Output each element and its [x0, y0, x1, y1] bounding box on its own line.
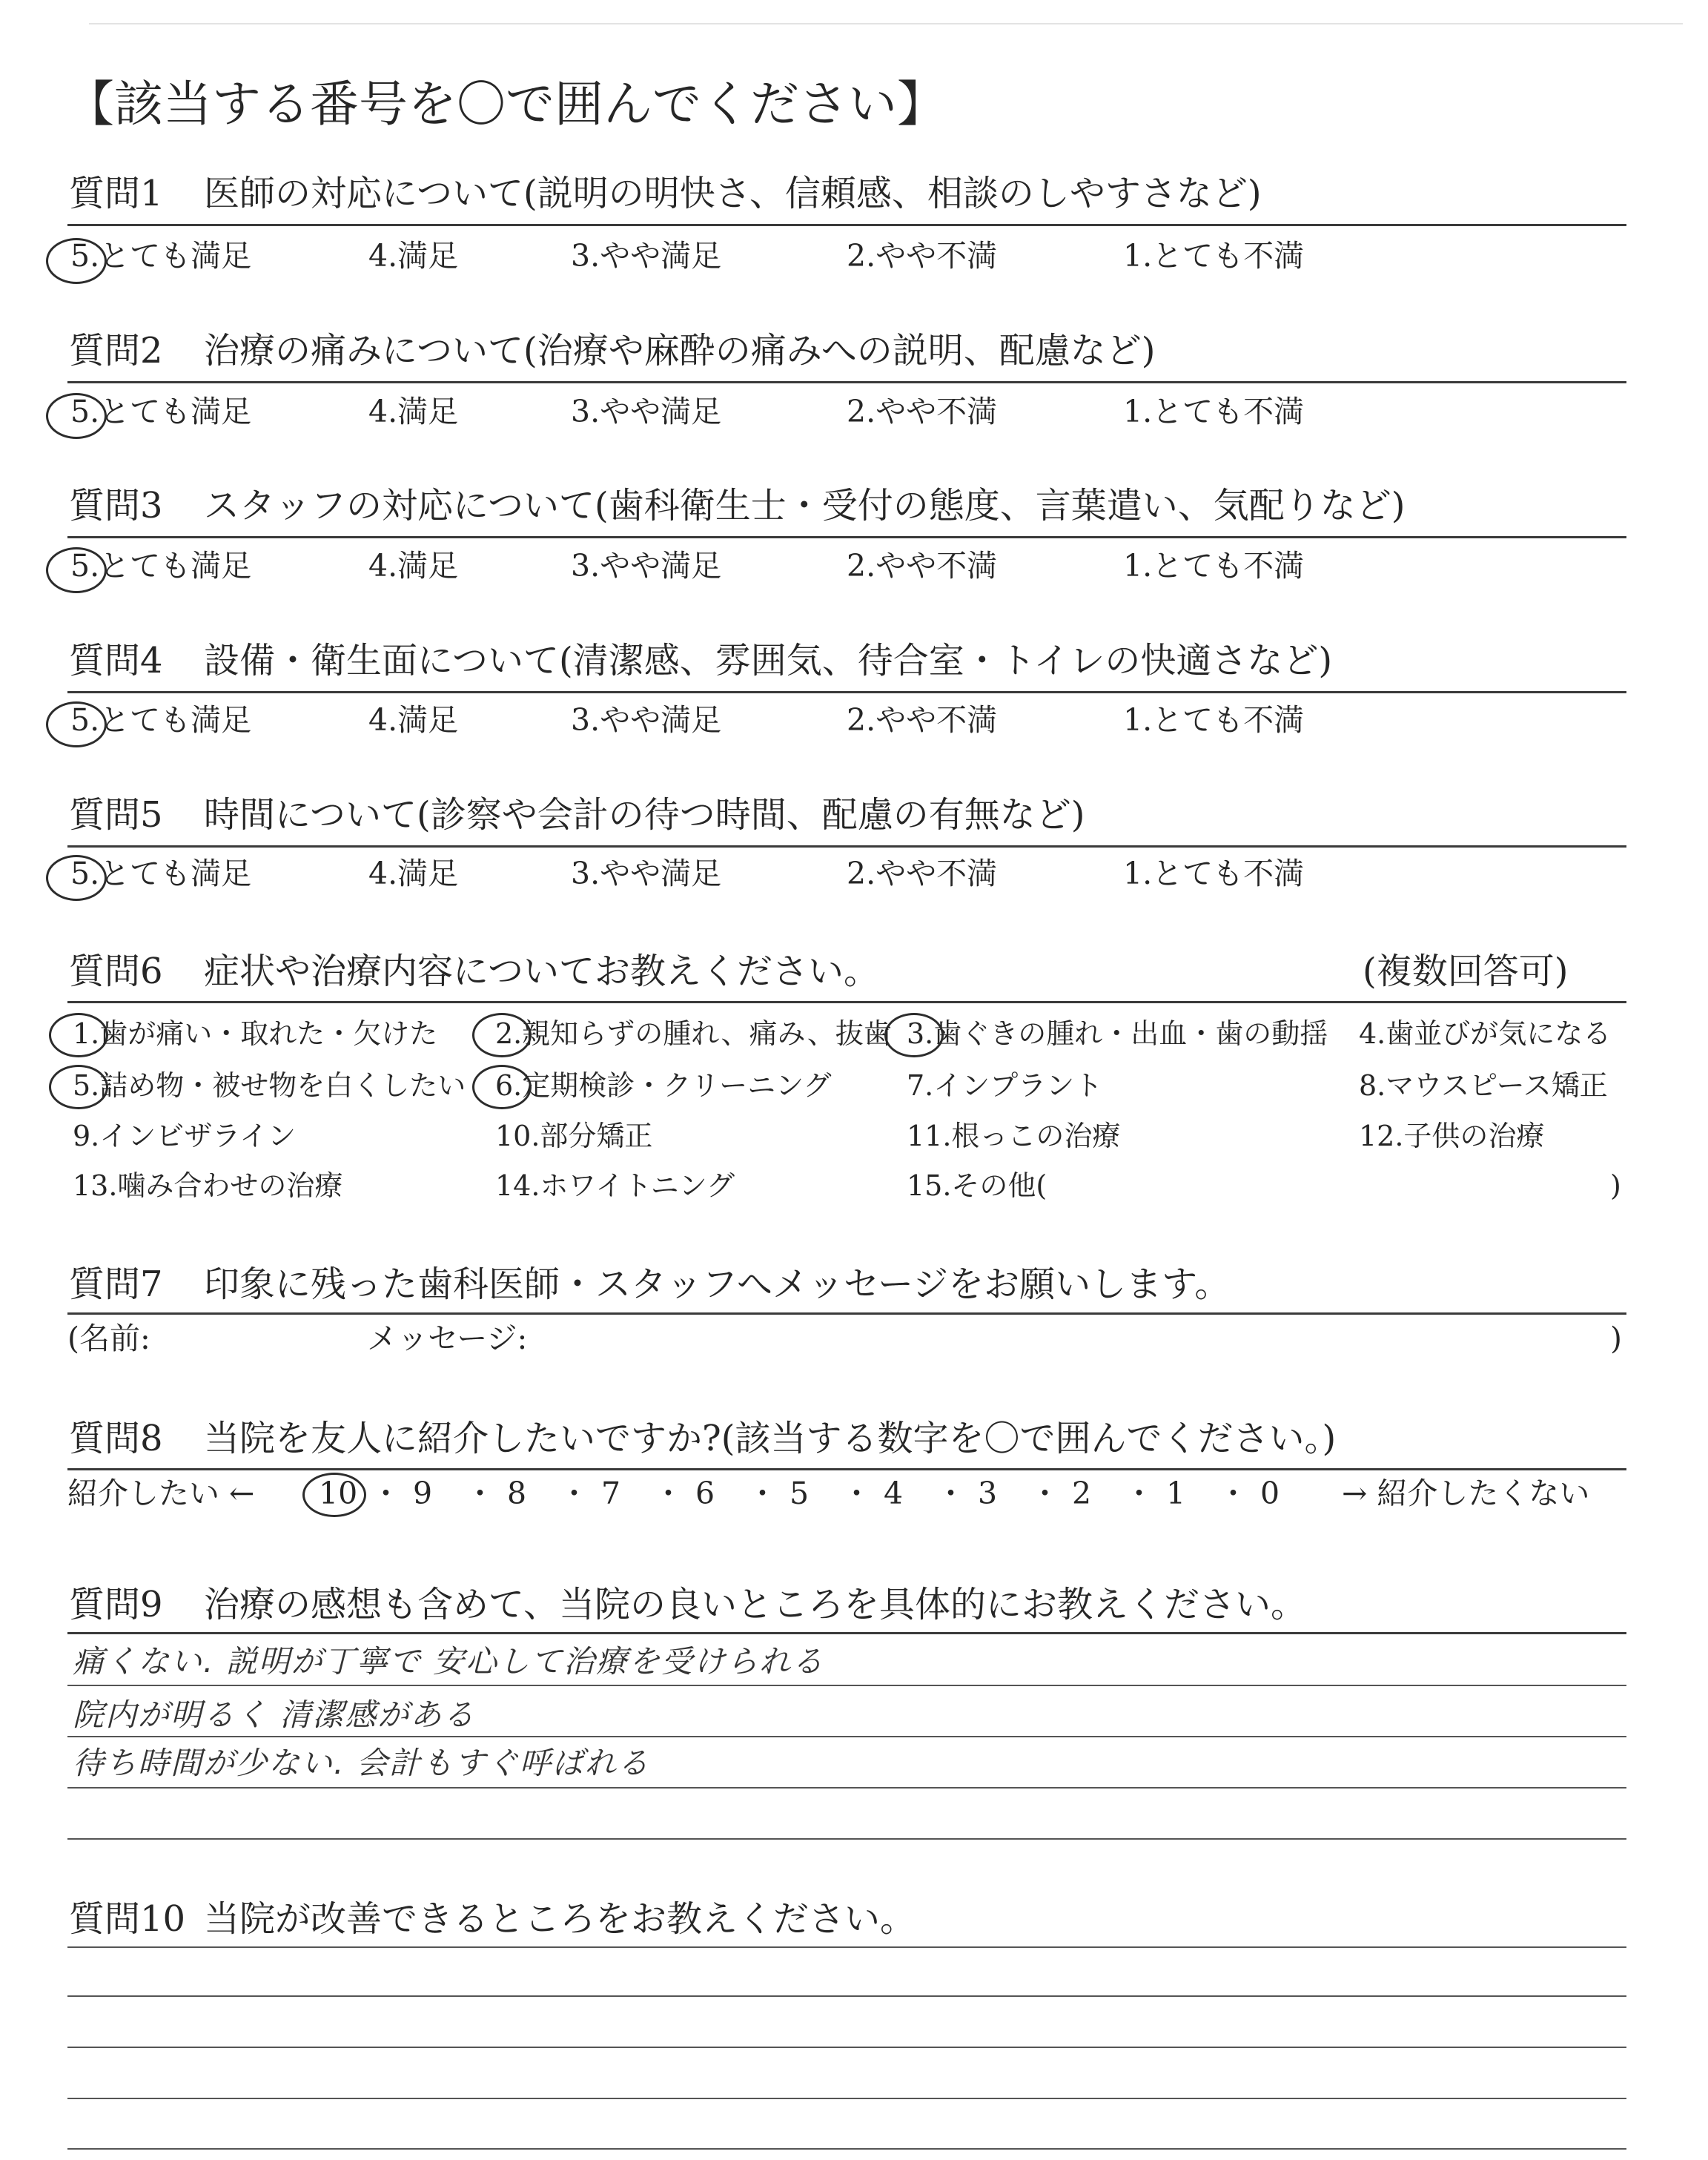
q1-option-5[interactable]: 5.とても満足 [70, 238, 252, 274]
q6-option-7[interactable]: 7.インプラント [907, 1069, 1103, 1102]
question-6-text: 症状や治療内容についてお教えください。 [204, 951, 880, 992]
question-1-rule [67, 224, 1626, 226]
q6-option-15[interactable]: 15.その他( [907, 1169, 1047, 1202]
q4-option-3[interactable]: 3.やや満足 [571, 702, 722, 738]
q6-option-6[interactable]: 6.定期検診・クリーニング [495, 1069, 832, 1102]
q8-separator: ・ [1218, 1476, 1248, 1511]
q8-scale-8[interactable]: 8 [507, 1476, 527, 1511]
q3-option-3[interactable]: 3.やや満足 [571, 548, 722, 584]
question-2-rule [67, 381, 1626, 383]
question-8-rule [67, 1468, 1626, 1470]
q1-option-2[interactable]: 2.やや不満 [847, 238, 998, 274]
q5-option-3[interactable]: 3.やや満足 [571, 856, 722, 891]
question-1-label: 質問1 [69, 173, 163, 214]
q8-scale-10[interactable]: 10 [319, 1476, 358, 1511]
q2-option-4[interactable]: 4.満足 [368, 394, 459, 429]
q6-option-15-close: ) [1610, 1169, 1621, 1202]
q8-separator: ・ [1030, 1476, 1060, 1511]
q8-scale-0[interactable]: 0 [1260, 1476, 1280, 1511]
question-4-label: 質問4 [69, 640, 163, 681]
q5-option-5[interactable]: 5.とても満足 [70, 856, 252, 891]
q3-option-1[interactable]: 1.とても不満 [1123, 548, 1305, 584]
question-9-label: 質問9 [69, 1584, 163, 1625]
q4-option-1[interactable]: 1.とても不満 [1123, 702, 1305, 738]
q9-answer-line-2: 院内が明るく 清潔感がある [73, 1697, 476, 1733]
answer-rule [67, 2098, 1626, 2099]
q4-option-5[interactable]: 5.とても満足 [70, 702, 252, 738]
question-2-label: 質問2 [69, 330, 163, 371]
q8-separator: ・ [371, 1476, 401, 1511]
page-title: 【該当する番号を〇で囲んでください】 [65, 76, 946, 133]
q8-left-label: 紹介したい ← [67, 1476, 255, 1511]
q8-scale-3[interactable]: 3 [978, 1476, 998, 1511]
q8-scale-5[interactable]: 5 [790, 1476, 810, 1511]
q8-scale-6[interactable]: 6 [695, 1476, 715, 1511]
answer-rule [67, 1995, 1626, 1997]
q6-option-12[interactable]: 12.子供の治療 [1359, 1120, 1545, 1152]
q6-option-3[interactable]: 3.歯ぐきの腫れ・出血・歯の動揺 [907, 1017, 1328, 1050]
q9-answer-line-3: 待ち時間が少ない. 会計もすぐ呼ばれる [73, 1745, 650, 1781]
q5-option-2[interactable]: 2.やや不満 [847, 856, 998, 891]
q6-option-9[interactable]: 9.インビザライン [73, 1120, 297, 1152]
q5-option-1[interactable]: 1.とても不満 [1123, 856, 1305, 891]
q2-option-3[interactable]: 3.やや満足 [571, 394, 722, 429]
q8-separator: ・ [936, 1476, 966, 1511]
question-7-text: 印象に残った歯科医師・スタッフへメッセージをお願いします。 [204, 1264, 1231, 1305]
q6-option-11[interactable]: 11.根っこの治療 [907, 1120, 1121, 1152]
answer-rule [67, 1787, 1626, 1789]
q6-option-14[interactable]: 14.ホワイトニング [495, 1169, 735, 1202]
answer-rule [67, 1946, 1626, 1948]
q1-option-3[interactable]: 3.やや満足 [571, 238, 722, 274]
q6-option-4[interactable]: 4.歯並びが気になる [1359, 1017, 1612, 1050]
q4-option-4[interactable]: 4.満足 [368, 702, 459, 738]
q8-separator: ・ [465, 1476, 495, 1511]
answer-rule [67, 1838, 1626, 1840]
q6-option-5[interactable]: 5.詰め物・被せ物を白くしたい [73, 1069, 466, 1102]
question-10-label: 質問10 [69, 1898, 186, 1940]
question-1-text: 医師の対応について(説明の明快さ、信頼感、相談のしやすさなど) [204, 173, 1262, 214]
question-9-rule [67, 1632, 1626, 1634]
q9-answer-line-1: 痛くない. 説明が丁寧で 安心して治療を受けられる [73, 1643, 825, 1680]
q8-scale-1[interactable]: 1 [1166, 1476, 1186, 1511]
q1-option-1[interactable]: 1.とても不満 [1123, 238, 1305, 274]
q8-separator: ・ [747, 1476, 778, 1511]
question-9-text: 治療の感想も含めて、当院の良いところを具体的にお教えください。 [204, 1584, 1307, 1625]
q5-option-4[interactable]: 4.満足 [368, 856, 459, 891]
question-6-label: 質問6 [69, 951, 163, 992]
q8-separator: ・ [653, 1476, 683, 1511]
q8-scale-9[interactable]: 9 [413, 1476, 433, 1511]
q1-option-4[interactable]: 4.満足 [368, 238, 459, 274]
q4-option-2[interactable]: 2.やや不満 [847, 702, 998, 738]
question-5-text: 時間について(診察や会計の待つ時間、配慮の有無など) [204, 794, 1085, 836]
question-10-text: 当院が改善できるところをお教えください。 [204, 1898, 916, 1940]
question-8-label: 質問8 [69, 1418, 163, 1459]
q8-right-label: → 紹介したくない [1342, 1476, 1590, 1511]
question-7-rule [67, 1312, 1626, 1315]
question-3-text: スタッフの対応について(歯科衛生士・受付の態度、言葉遣い、気配りなど) [204, 485, 1406, 526]
q8-separator: ・ [559, 1476, 589, 1511]
question-3-label: 質問3 [69, 485, 163, 526]
q8-scale-7[interactable]: 7 [601, 1476, 621, 1511]
q3-option-4[interactable]: 4.満足 [368, 548, 459, 584]
question-3-rule [67, 536, 1626, 538]
answer-rule [67, 1736, 1626, 1737]
q6-option-1[interactable]: 1.歯が痛い・取れた・欠けた [73, 1017, 438, 1050]
question-7-label: 質問7 [69, 1264, 163, 1305]
question-6-note: (複数回答可) [1363, 951, 1569, 992]
q8-scale-4[interactable]: 4 [884, 1476, 904, 1511]
q3-option-2[interactable]: 2.やや不満 [847, 548, 998, 584]
q8-separator: ・ [841, 1476, 872, 1511]
question-5-rule [67, 845, 1626, 848]
question-2-text: 治療の痛みについて(治療や麻酔の痛みへの説明、配慮など) [204, 330, 1156, 371]
question-4-text: 設備・衛生面について(清潔感、雰囲気、待合室・トイレの快適さなど) [204, 640, 1333, 681]
q6-option-8[interactable]: 8.マウスピース矯正 [1359, 1069, 1608, 1102]
q8-scale-2[interactable]: 2 [1072, 1476, 1092, 1511]
answer-rule [67, 1685, 1626, 1686]
q6-option-13[interactable]: 13.噛み合わせの治療 [73, 1169, 343, 1202]
q2-option-1[interactable]: 1.とても不満 [1123, 394, 1305, 429]
q3-option-5[interactable]: 5.とても満足 [70, 548, 252, 584]
question-6-rule [67, 1001, 1626, 1003]
question-4-rule [67, 691, 1626, 693]
q6-option-2[interactable]: 2.親知らずの腫れ、痛み、抜歯 [495, 1017, 892, 1050]
q8-separator: ・ [1124, 1476, 1154, 1511]
question-5-label: 質問5 [69, 794, 163, 836]
q2-option-5[interactable]: 5.とても満足 [70, 394, 252, 429]
q7-close: ) [1610, 1321, 1622, 1356]
answer-rule [67, 2047, 1626, 2048]
q7-name-label: (名前: [67, 1321, 150, 1356]
q2-option-2[interactable]: 2.やや不満 [847, 394, 998, 429]
question-8-text: 当院を友人に紹介したいですか?(該当する数字を〇で囲んでください。) [204, 1418, 1337, 1459]
q7-message-label: メッセージ: [367, 1321, 528, 1356]
scan-edge-line [89, 23, 1683, 24]
q6-option-10[interactable]: 10.部分矯正 [495, 1120, 653, 1152]
answer-rule [67, 2148, 1626, 2150]
